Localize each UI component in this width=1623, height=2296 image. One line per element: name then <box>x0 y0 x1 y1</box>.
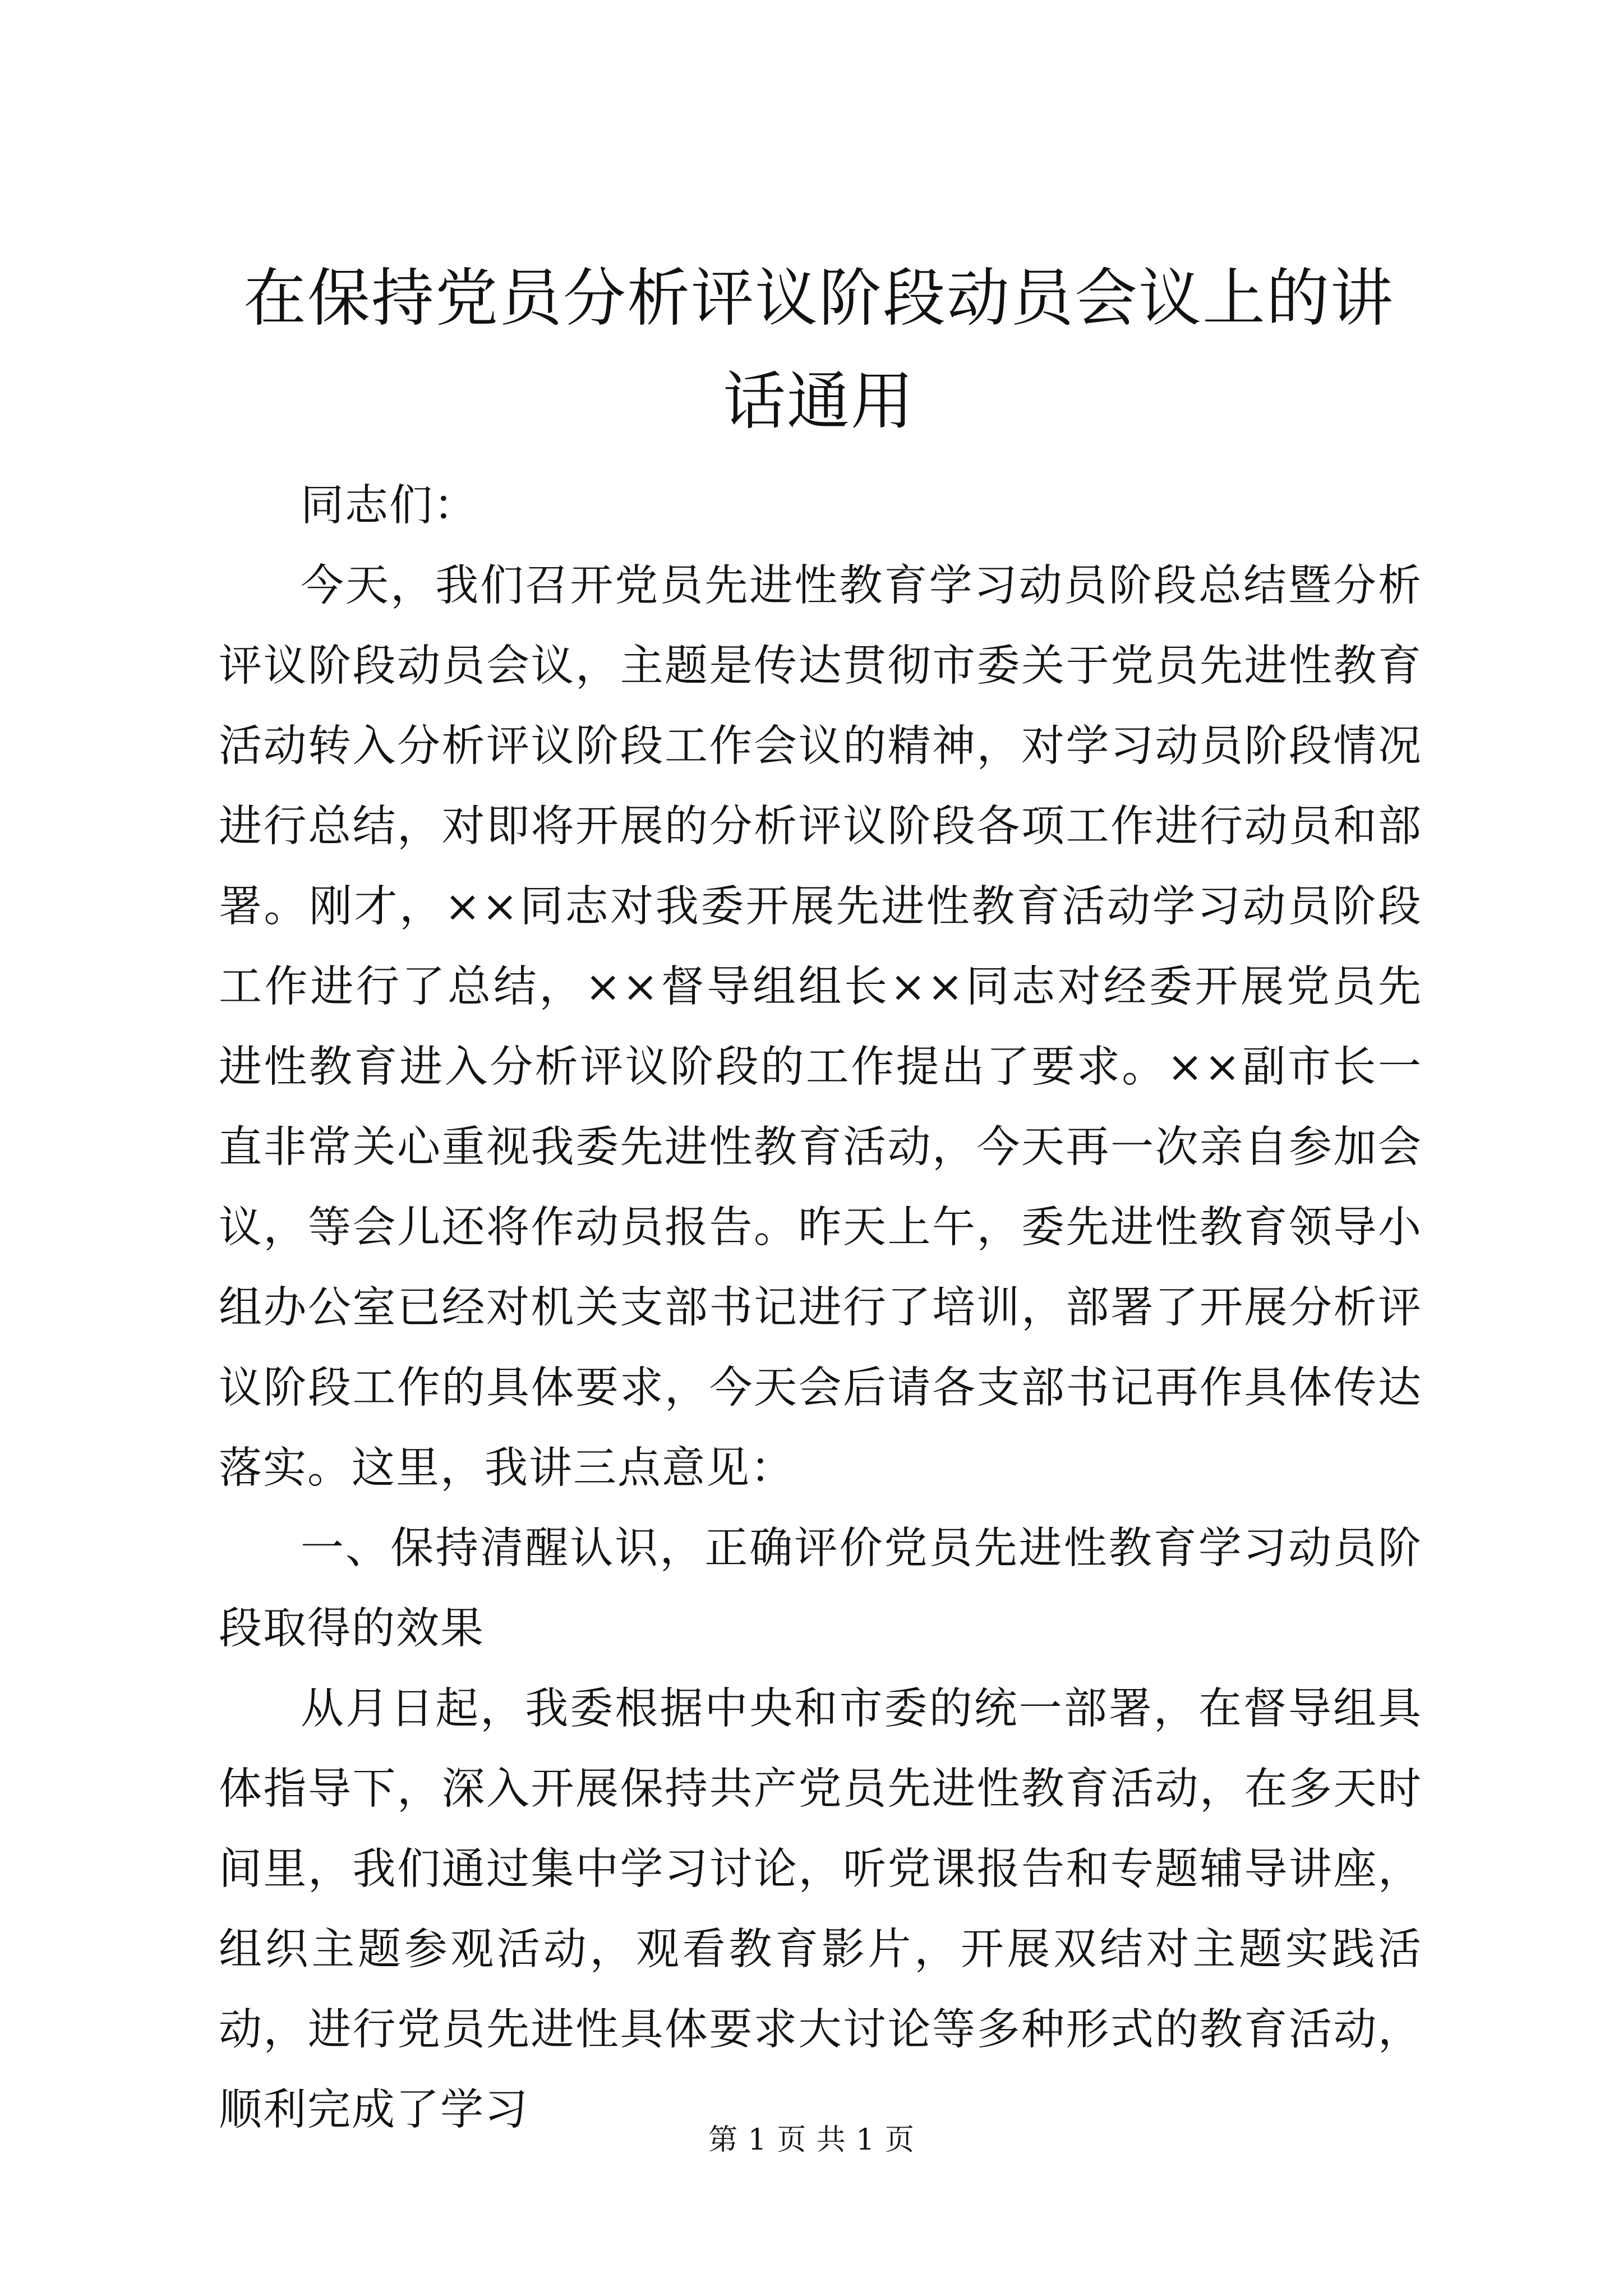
intro-paragraph: 今天，我们召开党员先进性教育学习动员阶段总结暨分析评议阶段动员会议，主题是传达贯彻市委关于党员先进性教育活动转入分析评议阶段工作会议的精神，对学习动员阶段情况进行总结，对即将开展的分析评议阶段各项工作进行动员和部署。刚才，××同志对我委开展先进性教育活动学习动员阶段工作进行了总结，××督导组组长××同志对经委开展党员先进性教育进入分析评议阶段的工作提出了要求。××副市长一直非常关心重视我委先进性教育活动，今天再一次亲自参加会议，等会儿还将作动员报告。昨天上午，委先进性教育领导小组办公室已经对机关支部书记进行了培训，部署了开展分析评议阶段工作的具体要求，今天会后请各支部书记再作具体传达落实。这里，我讲三点意见： <box>219 561 1422 1493</box>
section-heading-paragraph: 一、保持清醒认识，正确评价党员先进性教育学习动员阶段取得的效果 <box>219 1524 1422 1654</box>
body-paragraph: 从月日起，我委根据中央和市委的统一部署，在督导组具体指导下，深入开展保持共产党员先进性教育活动，在多天时间里，我们通过集中学习讨论，听党课报告和专题辅导讲座，组织主题参观活动，观看教育影片，开展双结对主题实践活动，进行党员先进性具体要求大讨论等多种形式的教育活动，顺利完成了学习 <box>219 1684 1422 2135</box>
page-footer: 第 1 页 共 1 页 <box>708 2123 915 2157</box>
document-title: 在保持党员分析评议阶段动员会议上的讲话通用 <box>243 262 1394 438</box>
document-body <box>219 466 1422 2150</box>
salutation-paragraph: 同志们： <box>301 481 478 531</box>
